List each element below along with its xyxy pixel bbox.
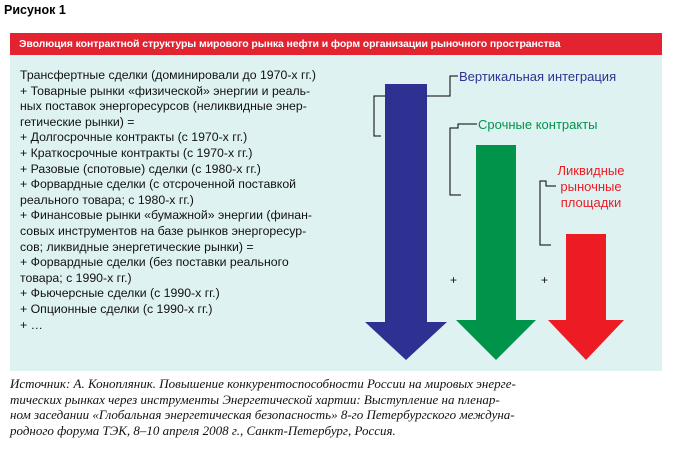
list-item: + Форвардные сделки (без поставки реального bbox=[20, 255, 289, 270]
list-item: сов; ликвидные энергетические рынки) = bbox=[20, 239, 254, 254]
list-item: + Фьючерсные сделки (с 1990-х гг.) bbox=[20, 286, 220, 301]
list-item: + Опционные сделки (с 1990-х гг.) bbox=[20, 301, 213, 316]
plus-sign: + bbox=[450, 273, 458, 287]
list-item: ных поставок энергоресурсов (неликвидные энер- bbox=[20, 99, 307, 114]
liquid-markets-arrow bbox=[548, 234, 624, 360]
caption-line: тических рынках через инструменты Энергетической хартии: Выступление на пленар- bbox=[10, 391, 500, 407]
list-item: Трансфертные сделки (доминировали до 1970-х гг.) bbox=[20, 68, 316, 82]
list-item: совых инструментов на базе рынков энергоресур- bbox=[20, 223, 307, 238]
futures-contracts-arrow bbox=[456, 145, 536, 360]
futures-contracts-label: Срочные контракты bbox=[478, 117, 598, 132]
figure-label: Рисунок 1 bbox=[4, 3, 66, 17]
list-item: товара; с 1990-х гг.) bbox=[20, 270, 132, 285]
list-item: + Финансовые рынки «бумажной» энергии (финан- bbox=[20, 208, 312, 223]
liquid-connector bbox=[540, 181, 556, 245]
list-item: + Разовые (спотовые) сделки (с 1980-х гг.) bbox=[20, 161, 261, 176]
vertical-integration-arrow bbox=[365, 84, 447, 360]
list-item: + Долгосрочные контракты (с 1970-х гг.) bbox=[20, 130, 248, 145]
list-item: гетические рынки) = bbox=[20, 114, 135, 129]
list-item: + … bbox=[20, 317, 43, 332]
list-item: + Форвардные сделки (с отсроченной поставкой bbox=[20, 177, 297, 192]
caption-line: ном заседании «Глобальная энергетическая безопасность» 8-го Петербургского междуна- bbox=[10, 407, 515, 423]
list-item: + Товарные рынки «физической» энергии и реаль- bbox=[20, 83, 311, 98]
caption-line: Источник: А. Конопляник. Повышение конкурентоспособности России на мировых энерге- bbox=[10, 376, 516, 391]
list-item: + Краткосрочные контракты (с 1970-х гг.) bbox=[20, 145, 253, 160]
source-caption bbox=[10, 376, 670, 438]
caption-line: родного форума ТЭК, 8–10 апреля 2008 г., Санкт-Петербург, Россия. bbox=[10, 422, 396, 438]
list-item: реального товара; с 1980-х гг.) bbox=[20, 192, 194, 207]
plus-sign: + bbox=[541, 273, 549, 287]
vertical-integration-label: Вертикальная интеграция bbox=[459, 69, 617, 84]
liquid-markets-label: Ликвидные рыночные площадки bbox=[557, 163, 625, 210]
futures-connector bbox=[450, 124, 477, 195]
figure-title: Эволюция контрактной структуры мирового рынка нефти и форм организации рыночного пространства bbox=[10, 33, 662, 55]
